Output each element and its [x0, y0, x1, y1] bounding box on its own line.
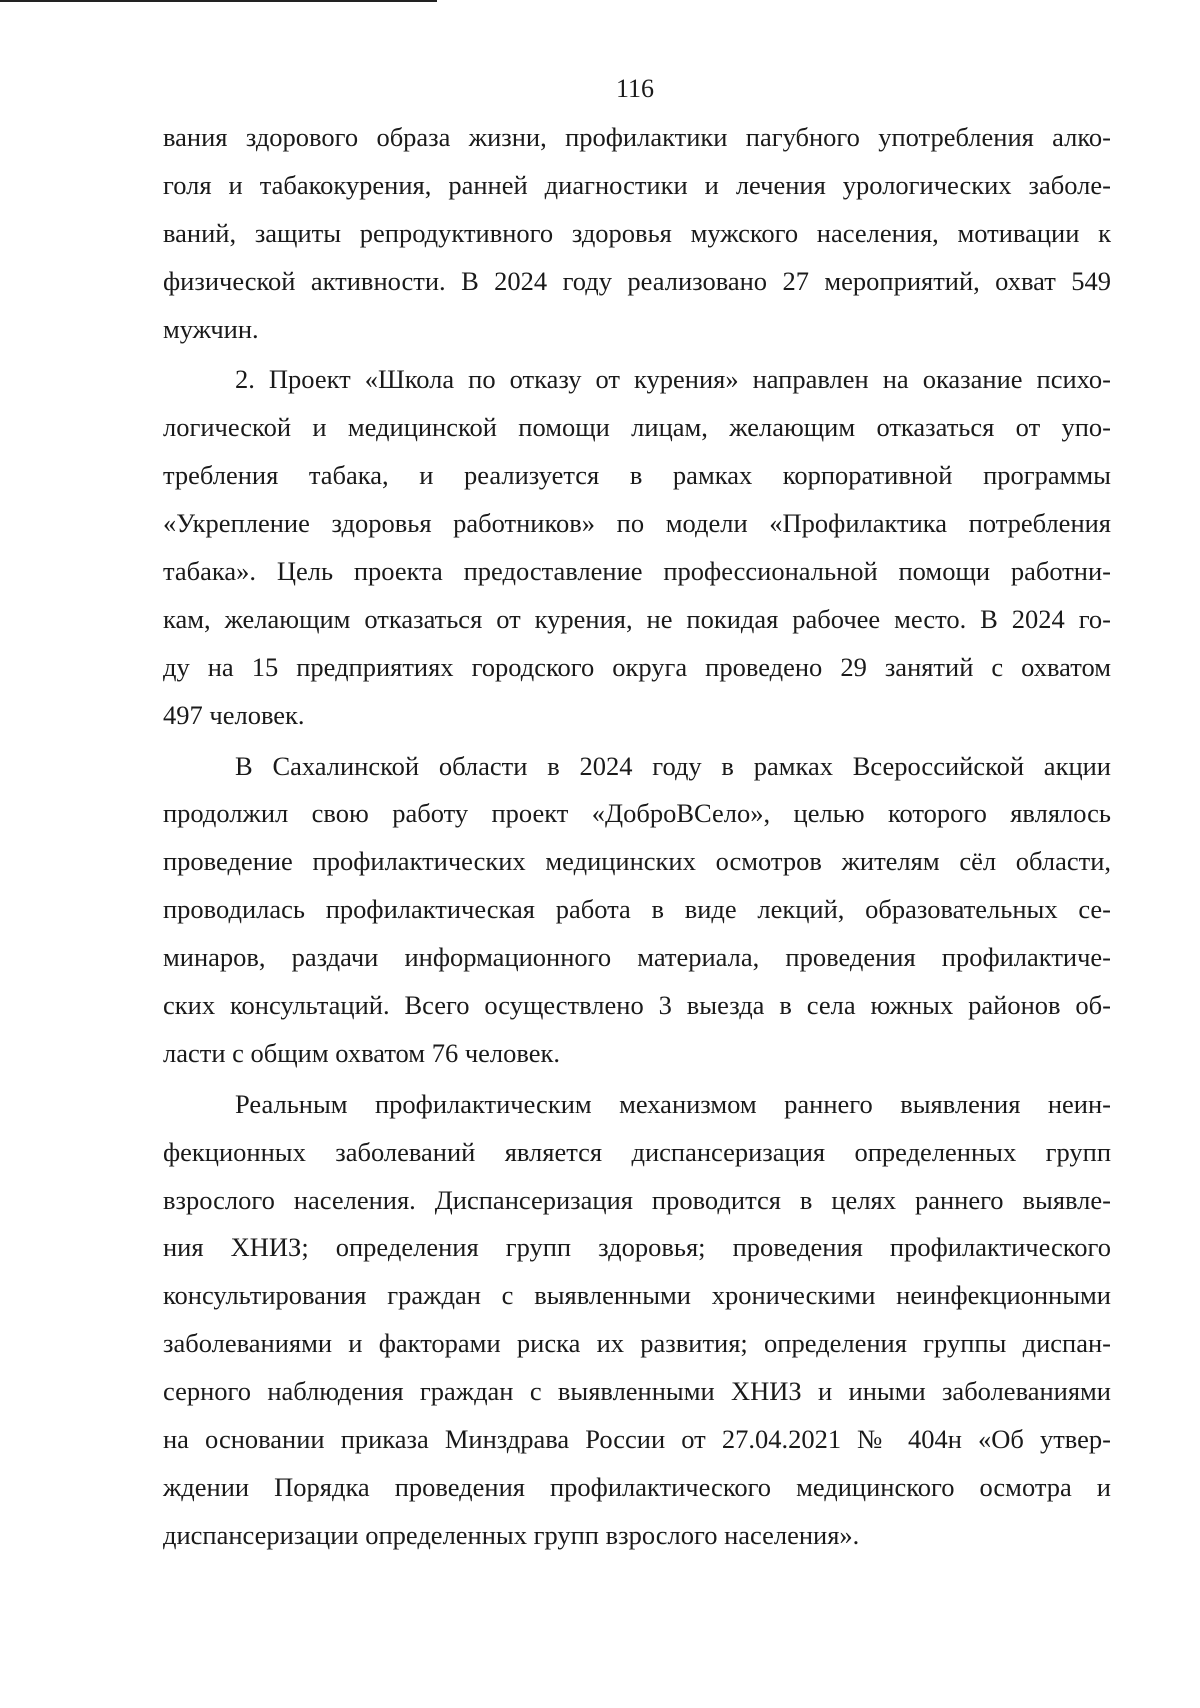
paragraph-healthy-lifestyle	[163, 114, 1111, 353]
text-line: Реальным профилактическим механизмом раннего выявления неин-	[235, 1088, 1111, 1119]
top-border-rule	[0, 0, 437, 2]
text-line: серного наблюдения граждан с выявленными ХНИЗ и иными заболеваниями	[163, 1376, 1111, 1407]
text-line: 497 человек.	[163, 699, 305, 730]
text-line: В Сахалинской области в 2024 году в рамках Всероссийской акции	[235, 750, 1111, 781]
text-line: кам, желающим отказаться от курения, не покидая рабочее место. В 2024 го-	[163, 603, 1111, 634]
page-number: 116	[615, 74, 655, 103]
text-line: проводилась профилактическая работа в виде лекций, образовательных се-	[163, 894, 1111, 925]
text-line: заболеваниями и факторами риска их развития; определения группы диспан-	[163, 1328, 1111, 1359]
text-line: вания здорового образа жизни, профилактики пагубного употребления алко-	[163, 122, 1111, 152]
text-line: требления табака, и реализуется в рамках корпоративной программы	[163, 460, 1111, 491]
text-line: «Укрепление здоровья работников» по модели «Профилактика потребления	[163, 508, 1111, 539]
text-line: минаров, раздачи информационного материала, проведения профилактиче-	[163, 942, 1111, 973]
paragraph-dobrovselo	[163, 743, 1111, 1078]
text-line: взрослого населения. Диспансеризация проводится в целях раннего выявле-	[163, 1184, 1111, 1215]
text-line: мужчин.	[163, 313, 259, 344]
text-line: ду на 15 предприятиях городского округа проведено 29 занятий с охватом	[163, 651, 1111, 682]
text-line: фекционных заболеваний является диспансеризация определенных групп	[163, 1136, 1111, 1167]
paragraph-smoking-school	[163, 356, 1111, 739]
text-line: физической активности. В 2024 году реализовано 27 мероприятий, охват 549	[163, 265, 1111, 296]
text-line: на основании приказа Минздрава России от 27.04.2021 № 404н «Об утвер-	[163, 1424, 1111, 1455]
paragraph-dispanserization	[163, 1081, 1111, 1560]
text-line: ласти с общим охватом 76 человек.	[163, 1037, 560, 1068]
text-line: ния ХНИЗ; определения групп здоровья; проведения профилактического	[163, 1232, 1111, 1263]
text-line: ваний, защиты репродуктивного здоровья мужского населения, мотивации к	[163, 217, 1111, 248]
text-line: консультирования граждан с выявленными хроническими неинфекционными	[163, 1280, 1111, 1311]
text-line: ских консультаций. Всего осуществлено 3 выезда в села южных районов об-	[163, 990, 1111, 1021]
text-line: ждении Порядка проведения профилактического медицинского осмотра и	[163, 1471, 1111, 1502]
text-line: голя и табакокурения, ранней диагностики и лечения урологических заболе-	[163, 169, 1111, 200]
text-line: продолжил свою работу проект «ДоброВСело», целью которого являлось	[163, 798, 1111, 829]
document-body	[163, 114, 1111, 1560]
text-line: 2. Проект «Школа по отказу от курения» направлен на оказание психо-	[235, 364, 1111, 395]
text-line: диспансеризации определенных групп взрослого населения».	[163, 1519, 860, 1550]
text-line: логической и медицинской помощи лицам, желающим отказаться от упо-	[163, 412, 1111, 443]
text-line: проведение профилактических медицинских осмотров жителям сёл области,	[163, 846, 1111, 877]
text-line: табака». Цель проекта предоставление профессиональной помощи работни-	[163, 556, 1111, 587]
